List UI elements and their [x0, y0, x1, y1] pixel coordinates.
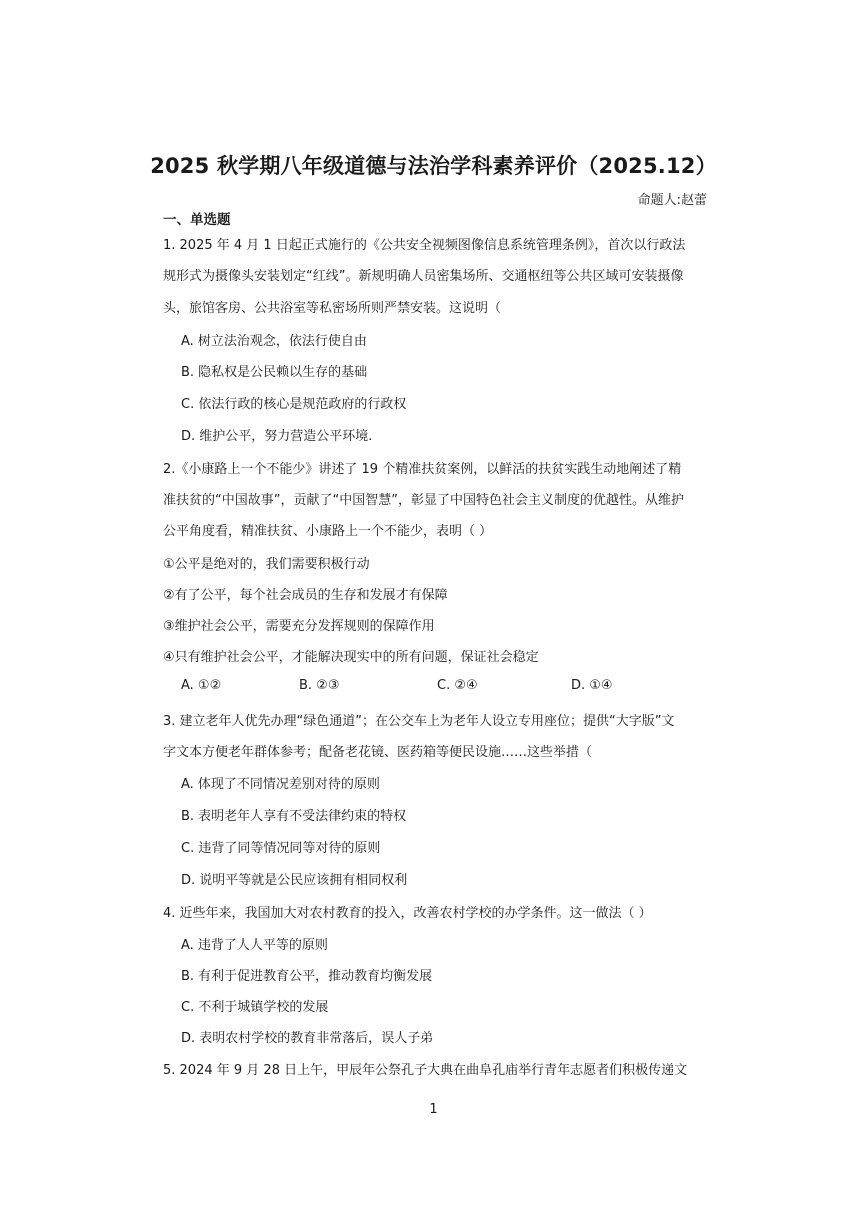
page-title: 2025 秋学期八年级道德与法治学科素养评价（2025.12）	[150, 154, 717, 178]
q1-option-d: D. 维护公平，努力营造公平环境.	[181, 429, 373, 444]
q2-statement-1: ①公平是绝对的，我们需要积极行动	[163, 557, 370, 572]
q2-statement-3: ③维护社会公平，需要充分发挥规则的保障作用	[163, 619, 435, 634]
q1-option-c: C. 依法行政的核心是规范政府的行政权	[181, 397, 407, 412]
q4-option-d: D. 表明农村学校的教育非常落后，误人子弟	[181, 1031, 434, 1046]
q1-option-a: A. 树立法治观念，依法行使自由	[181, 334, 367, 349]
q3-stem-line: 3. 建立老年人优先办理“绿色通道”；在公交车上为老年人设立专用座位；提供“大字版”文	[163, 714, 675, 729]
q1-option-b: B. 隐私权是公民赖以生存的基础	[181, 365, 368, 380]
q1-stem-line: 头，旅馆客房、公共浴室等私密场所则严禁安装。这说明（	[163, 301, 502, 316]
q4-stem-line: 4. 近些年来，我国加大对农村教育的投入，改善农村学校的办学条件。这一做法（ ）	[163, 906, 652, 921]
q3-option-c: C. 违背了同等情况同等对待的原则	[181, 841, 381, 856]
q1-stem-line: 1. 2025 年 4 月 1 日起正式施行的《公共安全视频图像信息系统管理条例》，首次以行政法	[163, 238, 686, 253]
q5-stem-line: 5. 2024 年 9 月 28 日上午，甲辰年公祭孔子大典在曲阜孔庙举行青年志愿者们积极传递文	[163, 1063, 688, 1078]
q2-statement-2: ②有了公平，每个社会成员的生存和发展才有保障	[163, 588, 448, 603]
q3-option-b: B. 表明老年人享有不受法律约束的特权	[181, 809, 407, 824]
q1-stem-line: 规形式为摄像头安装划定“红线”。新规明确人员密集场所、交通枢纽等公共区域可安装摄像	[163, 269, 684, 284]
q3-option-d: D. 说明平等就是公民应该拥有相同权利	[181, 873, 408, 888]
q4-option-b: B. 有利于促进教育公平，推动教育均衡发展	[181, 969, 433, 984]
q2-statement-4: ④只有维护社会公平，才能解决现实中的所有问题，保证社会稳定	[163, 650, 539, 665]
q2-stem-line: 2.《小康路上一个不能少》讲述了 19 个精准扶贫案例，以鲜活的扶贫实践生动地阐述了精	[163, 462, 682, 477]
q2-choice-d: D. ①④	[571, 678, 613, 693]
q2-choice-a: A. ①②	[181, 678, 222, 693]
q3-stem-line: 字文本方便老年群体参考；配备老花镜、医药箱等便民设施……这些举措（	[163, 745, 593, 760]
q3-option-a: A. 体现了不同情况差别对待的原则	[181, 777, 380, 792]
q2-stem-line: 公平角度看，精准扶贫、小康路上一个不能少，表明（ ）	[163, 524, 493, 539]
q4-option-c: C. 不利于城镇学校的发展	[181, 1000, 329, 1015]
page-number: 1	[429, 1102, 438, 1117]
q2-choice-c: C. ②④	[437, 678, 478, 693]
author-label: 命题人:赵蕾	[637, 193, 707, 208]
section-heading: 一、单选题	[163, 212, 231, 228]
q4-option-a: A. 违背了人人平等的原则	[181, 938, 328, 953]
q2-stem-line: 准扶贫的“中国故事”，贡献了“中国智慧”，彰显了中国特色社会主义制度的优越性。从维护	[163, 493, 684, 508]
q2-choice-b: B. ②③	[299, 678, 340, 693]
